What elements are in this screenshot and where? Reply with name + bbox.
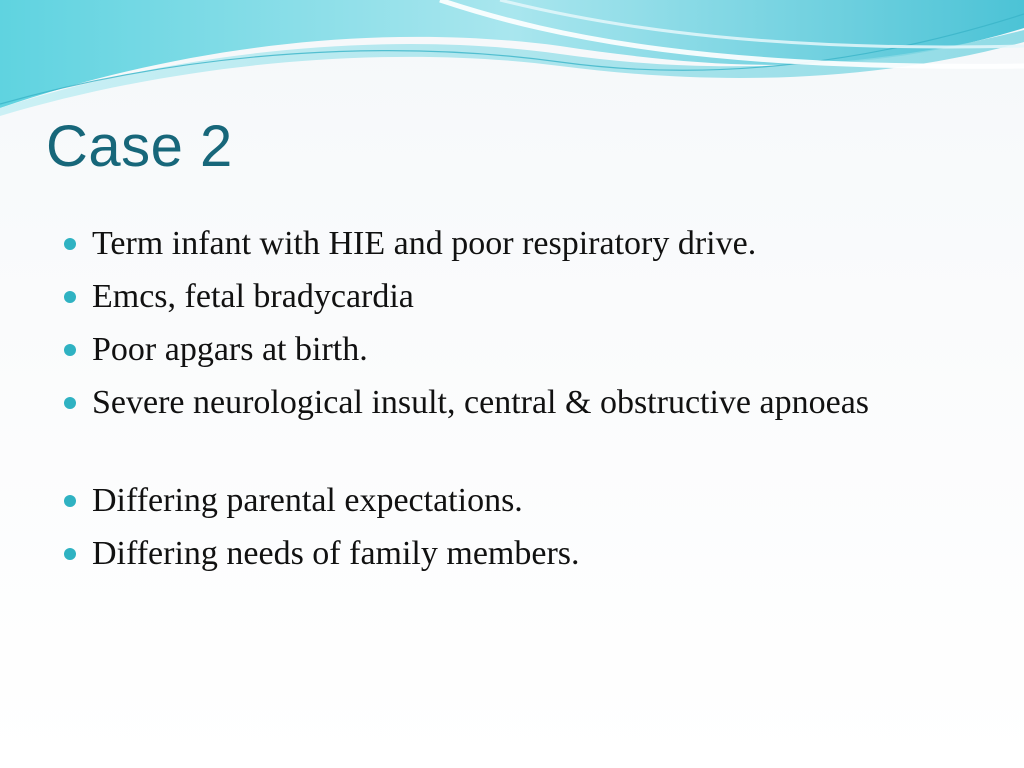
bullet-dot-icon xyxy=(64,397,76,409)
bullet-dot-icon xyxy=(64,291,76,303)
slide-title: Case 2 xyxy=(46,114,233,179)
bullet-dot-icon xyxy=(64,344,76,356)
bullet-text: Severe neurological insult, central & obstructive apnoeas xyxy=(92,384,870,421)
header-wave-decoration xyxy=(0,0,1024,120)
bullet-item xyxy=(60,222,980,266)
bullet-text: Term infant with HIE and poor respiratory drive. xyxy=(92,225,757,262)
bullet-dot-icon xyxy=(64,238,76,250)
bullet-item xyxy=(60,479,980,523)
bullet-text: Differing needs of family members. xyxy=(92,535,580,572)
bullet-item xyxy=(60,532,980,576)
bullet-dot-icon xyxy=(64,548,76,560)
bullet-item xyxy=(60,328,980,372)
bullet-dot-icon xyxy=(64,495,76,507)
bullet-item xyxy=(60,381,980,425)
bullet-list xyxy=(60,222,980,585)
bullet-text: Differing parental expectations. xyxy=(92,482,523,519)
bullet-item xyxy=(60,275,980,319)
bullet-text: Emcs, fetal bradycardia xyxy=(92,278,414,315)
bullet-text: Poor apgars at birth. xyxy=(92,331,368,368)
